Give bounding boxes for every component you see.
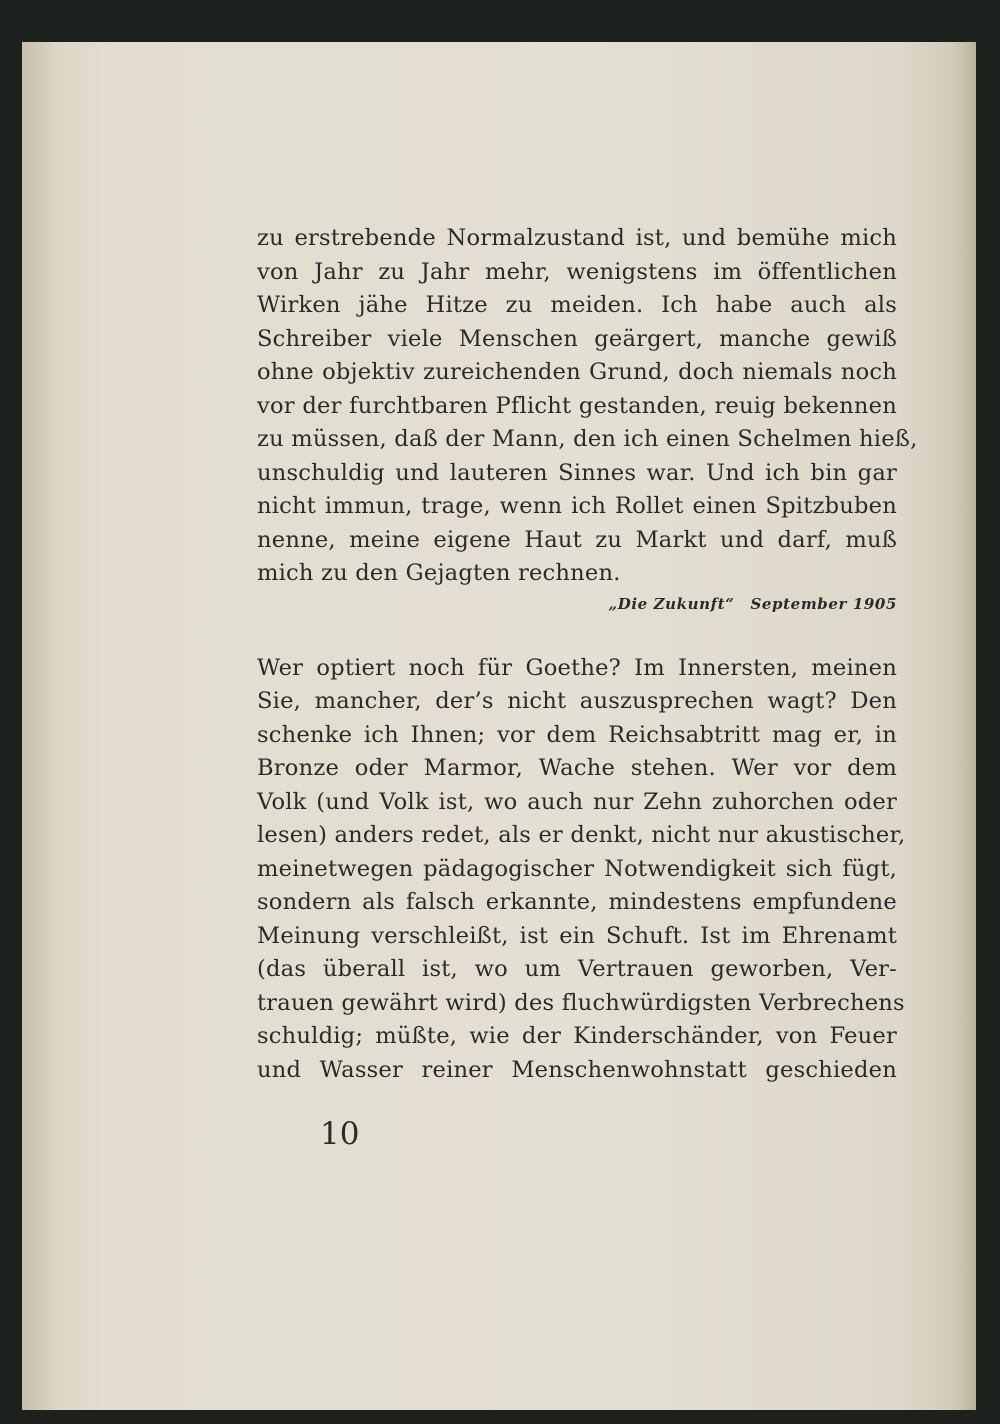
text-line: Wirken jähe Hitze zu meiden. Ich habe auch als xyxy=(257,292,897,318)
attribution-date: September 1905 xyxy=(750,594,897,613)
attribution-source: „Die Zukunft“ xyxy=(608,594,735,613)
text-line: und Wasser reiner Menschenwohnstatt geschieden xyxy=(257,1056,897,1083)
text-line: schenke ich Ihnen; vor dem Reichsabtritt mag er, in xyxy=(257,721,897,748)
text-line: zu erstrebende Normalzustand ist, und bemühe mich xyxy=(257,225,897,251)
text-line: ohne objektiv zureichenden Grund, doch niemals noch xyxy=(257,359,897,385)
text-line: von Jahr zu Jahr mehr, wenigstens im öffentlichen xyxy=(257,258,897,285)
source-attribution xyxy=(257,593,897,615)
text-line: schuldig; müßte, wie der Kinderschänder, von Feuer xyxy=(257,1023,897,1049)
body-text xyxy=(257,222,918,1087)
text-line: (das überall ist, wo um Vertrauen geworben, Ver- xyxy=(257,956,897,982)
text-line: vor der furchtbaren Pflicht gestanden, reuig bekennen xyxy=(257,392,897,419)
text-line: Sie, mancher, der’s nicht auszusprechen wagt? Den xyxy=(257,688,897,714)
text-line: nenne, meine eigene Haut zu Markt und darf, muß xyxy=(257,526,897,553)
text-line: Bronze oder Marmor, Wache stehen. Wer vor dem xyxy=(257,755,897,781)
text-line: meinetwegen pädagogischer Notwendigkeit sich fügt, xyxy=(257,855,897,882)
text-line: Schreiber viele Menschen geärgert, manche gewiß xyxy=(257,325,897,352)
page-fore-edge xyxy=(948,42,976,1410)
paragraph-1 xyxy=(257,222,918,591)
page-number: 10 xyxy=(320,1116,360,1152)
paragraph-2 xyxy=(257,652,906,1088)
page-gutter xyxy=(22,42,58,1410)
text-line: Meinung verschleißt, ist ein Schuft. Ist im Ehrenamt xyxy=(257,922,897,949)
paragraph-spacer xyxy=(257,615,897,652)
text-line: sondern als falsch erkannte, mindestens empfundene xyxy=(257,889,897,915)
text-line: mich zu den Gejagten rechnen. xyxy=(257,560,621,586)
text-line: unschuldig und lauteren Sinnes war. Und ich bin gar xyxy=(257,459,897,486)
text-line: trauen gewährt wird) des fluchwürdigsten Verbrechens xyxy=(257,989,905,1016)
text-line: zu müssen, daß der Mann, den ich einen Schelmen hieß, xyxy=(257,426,918,452)
text-line: nicht immun, trage, wenn ich Rollet einen Spitzbuben xyxy=(257,493,897,519)
text-line: lesen) anders redet, als er denkt, nicht nur akustischer, xyxy=(257,822,906,848)
text-line: Wer optiert noch für Goethe? Im Innersten, meinen xyxy=(257,654,897,681)
text-line: Volk (und Volk ist, wo auch nur Zehn zuhorchen oder xyxy=(257,788,897,815)
